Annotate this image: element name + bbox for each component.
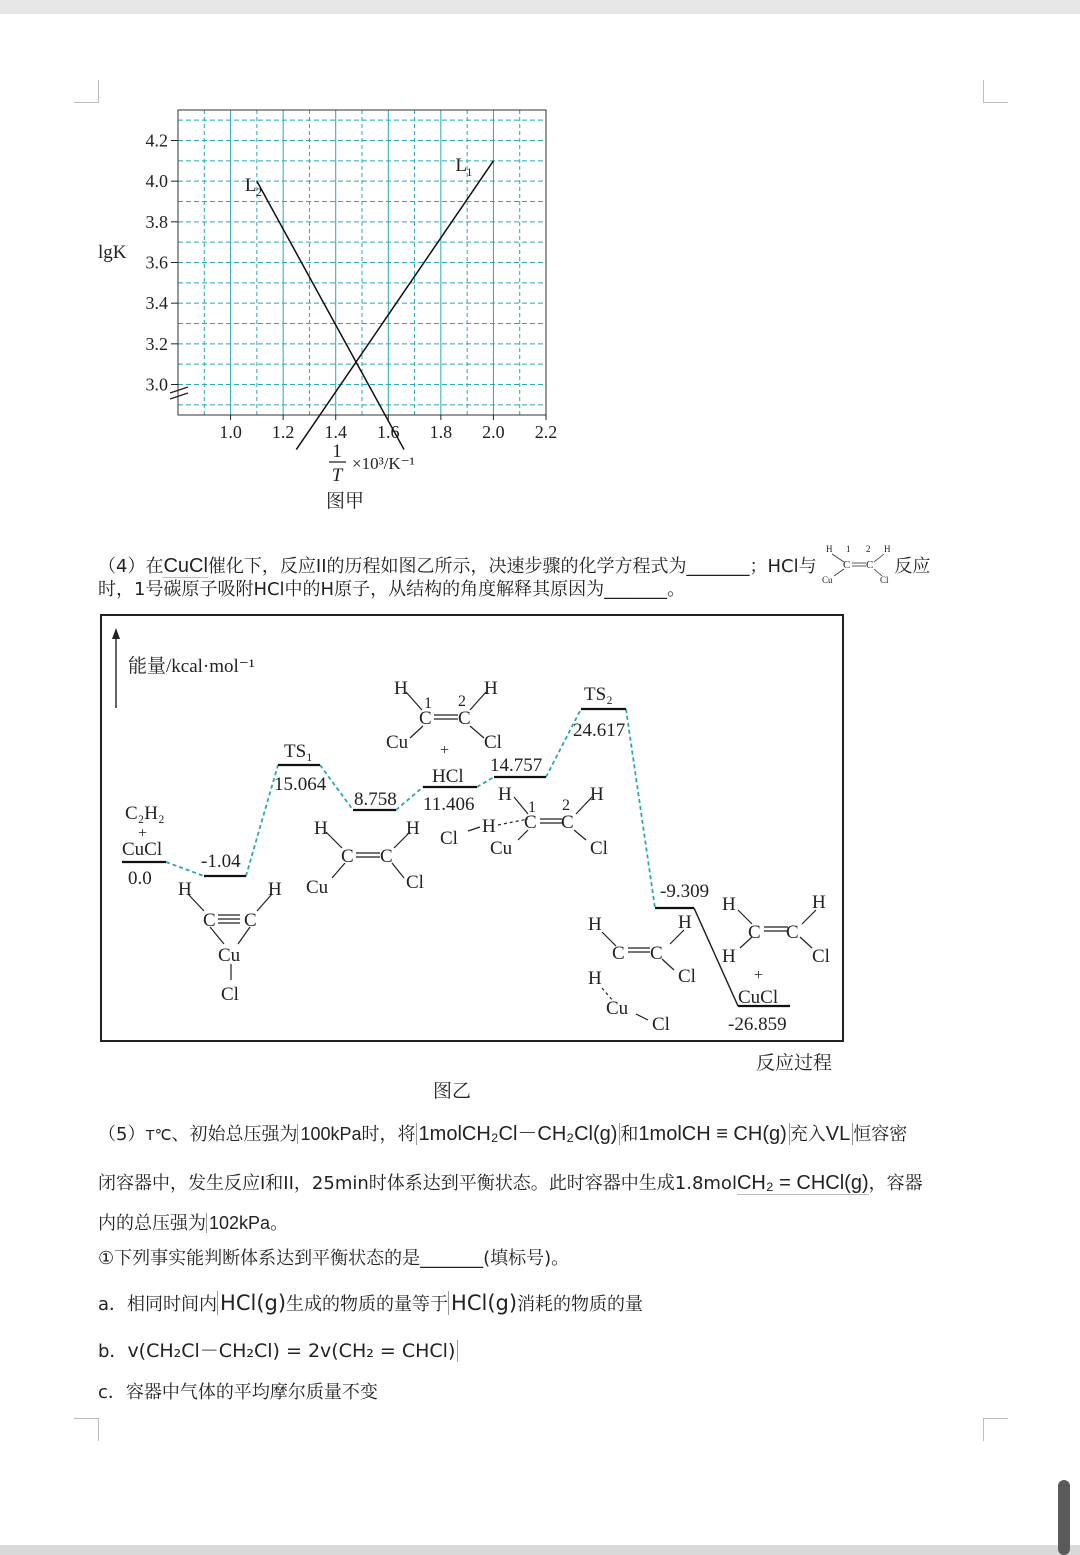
axis-break-mark bbox=[170, 387, 188, 399]
chart-caption: 图甲 bbox=[325, 491, 365, 512]
q5-line1: （5）T℃、初始总压强为 100kPa时，将 1molCH₂Cl－CH₂Cl(g) 和1molCH ≡ CH(g) 充入VL 恒容密 bbox=[98, 1123, 908, 1145]
svg-text:H: H bbox=[394, 678, 408, 699]
int1-value: -1.04 bbox=[201, 851, 241, 872]
y-ticks bbox=[146, 131, 179, 395]
series-label-sub-l1: 1 bbox=[466, 164, 473, 179]
q5-question-intro: ①下列事实能判断体系达到平衡状态的是_______(填标号)。 bbox=[98, 1248, 570, 1269]
svg-text:Cu: Cu bbox=[218, 945, 241, 966]
svg-text:H: H bbox=[178, 879, 192, 900]
x-ticks bbox=[219, 415, 557, 442]
x-process-label: 反应过程 bbox=[756, 1053, 833, 1074]
svg-text:H: H bbox=[314, 818, 328, 839]
svg-text:Cu: Cu bbox=[306, 877, 329, 898]
svg-text:C: C bbox=[612, 943, 625, 964]
svg-text:2: 2 bbox=[866, 544, 871, 554]
int4-value: 14.757 bbox=[490, 755, 543, 776]
end-species: CuCl bbox=[738, 987, 779, 1008]
x-tick-label: 2.2 bbox=[534, 422, 558, 442]
lgk-chart bbox=[90, 100, 590, 520]
q4-text-b: 催化下，反应II的历程如图乙所示，决速步骤的化学方程式为_______；HCl与 bbox=[207, 556, 817, 577]
crop-mark-bottom-right bbox=[983, 1418, 1008, 1441]
series-line-l1 bbox=[296, 161, 493, 450]
svg-text:Cl: Cl bbox=[812, 946, 830, 967]
svg-text:2: 2 bbox=[562, 797, 570, 814]
start-species-1: C₂H₂ bbox=[125, 803, 165, 824]
series-label-l2: L bbox=[244, 175, 257, 197]
scrollbar-thumb[interactable] bbox=[1058, 1480, 1070, 1555]
svg-text:+: + bbox=[440, 742, 450, 759]
option-b: b．v(CH₂Cl－CH₂Cl) = 2v(CH₂ = CHCl) bbox=[98, 1336, 458, 1363]
svg-text:H: H bbox=[484, 678, 498, 699]
start-value: 0.0 bbox=[128, 868, 152, 889]
end-value: -26.859 bbox=[728, 1014, 787, 1035]
y-axis-label: lgK bbox=[98, 242, 127, 263]
svg-text:H: H bbox=[268, 879, 282, 900]
svg-text:C: C bbox=[786, 922, 799, 943]
svg-text:C: C bbox=[380, 846, 393, 867]
y-tick-label: 3.6 bbox=[145, 252, 168, 273]
int3-label: HCl bbox=[432, 766, 464, 787]
svg-text:H: H bbox=[406, 818, 420, 839]
ts1-label: TS₁ bbox=[284, 741, 313, 762]
ts2-value: 24.617 bbox=[573, 720, 626, 741]
ts2-label: TS₂ bbox=[584, 684, 613, 705]
series-label-sub-l2: 2 bbox=[255, 185, 262, 200]
q4-text-c: 反应 bbox=[894, 556, 931, 577]
svg-text:H: H bbox=[722, 946, 736, 967]
x-tick-label: 1.6 bbox=[377, 422, 400, 442]
q4-text-a: （4）在 bbox=[98, 556, 164, 577]
svg-text:1: 1 bbox=[846, 544, 851, 554]
svg-text:C: C bbox=[866, 559, 874, 571]
x-axis-label-numerator: 1 bbox=[332, 441, 342, 462]
energy-diagram-caption: 图乙 bbox=[433, 1081, 472, 1102]
svg-text:1: 1 bbox=[528, 799, 536, 816]
svg-text:Cu: Cu bbox=[490, 838, 513, 859]
svg-text:Cl: Cl bbox=[590, 838, 608, 859]
int2-value: 8.758 bbox=[354, 789, 397, 810]
y-tick-label: 4.0 bbox=[145, 171, 168, 192]
y-tick-label: 3.0 bbox=[145, 374, 168, 395]
svg-text:Cl: Cl bbox=[484, 732, 502, 753]
svg-text:H: H bbox=[678, 912, 692, 933]
svg-text:1: 1 bbox=[424, 695, 432, 712]
svg-text:Cl: Cl bbox=[678, 966, 696, 987]
diagram-frame bbox=[101, 615, 843, 1041]
energy-axis-label: 能量/kcal·mol⁻¹ bbox=[128, 656, 255, 677]
svg-text:H: H bbox=[722, 894, 736, 915]
svg-text:C: C bbox=[561, 812, 574, 833]
int3-value: 11.406 bbox=[423, 794, 475, 815]
ts1-value: 15.064 bbox=[274, 774, 327, 795]
svg-text:H: H bbox=[590, 784, 604, 805]
structure-atoms bbox=[178, 678, 830, 1035]
q4-cucl: CuCl bbox=[163, 555, 208, 577]
svg-text:H: H bbox=[884, 544, 891, 554]
svg-text:C: C bbox=[458, 708, 471, 729]
y-tick-label: 3.4 bbox=[145, 293, 168, 314]
svg-text:H: H bbox=[812, 892, 826, 913]
series-label-l1: L bbox=[455, 154, 468, 176]
svg-text:Cu: Cu bbox=[822, 575, 833, 585]
y-tick-label: 3.2 bbox=[145, 333, 168, 354]
svg-text:C: C bbox=[203, 910, 216, 931]
x-axis-label-denominator: T bbox=[331, 465, 343, 486]
svg-text:Cl: Cl bbox=[221, 984, 239, 1005]
struct-int1 bbox=[188, 894, 272, 980]
struct-int2 bbox=[326, 832, 410, 878]
svg-text:+: + bbox=[754, 967, 764, 984]
x-tick-label: 2.0 bbox=[482, 422, 505, 442]
svg-text:C: C bbox=[748, 922, 761, 943]
crop-mark-bottom-left bbox=[74, 1418, 99, 1441]
y-tick-label: 3.8 bbox=[145, 211, 168, 232]
svg-text:Cl: Cl bbox=[406, 872, 424, 893]
chart-series bbox=[245, 155, 494, 450]
svg-text:Cu: Cu bbox=[606, 998, 629, 1019]
q5-line3: 内的总压强为 102kPa。 bbox=[98, 1213, 289, 1234]
x-tick-label: 1.2 bbox=[271, 422, 295, 442]
svg-text:H: H bbox=[498, 784, 512, 805]
svg-text:C: C bbox=[524, 812, 537, 833]
svg-text:C: C bbox=[341, 846, 354, 867]
x-axis-label-unit: ×10³/K⁻¹ bbox=[352, 454, 415, 473]
option-c: c．容器中气体的平均摩尔质量不变 bbox=[98, 1382, 378, 1403]
q4-line2: 时，1号碳原子吸附HCl中的H原子，从结构的角度解释其原因为_______。 bbox=[98, 579, 686, 600]
y-tick-label: 4.2 bbox=[145, 130, 168, 151]
svg-text:Cl: Cl bbox=[652, 1014, 670, 1035]
chart-grid bbox=[178, 110, 546, 415]
svg-text:C: C bbox=[843, 559, 851, 571]
q5-line2: 闭容器中，发生反应I和II，25min时体系达到平衡状态。此时容器中生成1.8molCH₂ = CHCl(g)，容器 bbox=[98, 1172, 923, 1194]
svg-text:H: H bbox=[588, 968, 602, 989]
x-tick-label: 1.4 bbox=[324, 422, 347, 442]
int5-value: -9.309 bbox=[660, 881, 710, 902]
crop-mark-top-right bbox=[983, 80, 1008, 103]
svg-text:C: C bbox=[244, 910, 257, 931]
svg-text:H: H bbox=[826, 544, 833, 554]
struct-int3 bbox=[406, 692, 486, 738]
svg-text:H: H bbox=[588, 914, 602, 935]
svg-text:Cl: Cl bbox=[440, 828, 458, 849]
x-tick-label: 1.0 bbox=[219, 422, 242, 442]
svg-text:Cu: Cu bbox=[386, 732, 409, 753]
energy-diagram bbox=[100, 614, 846, 1044]
x-tick-label: 1.8 bbox=[429, 422, 453, 442]
svg-text:C: C bbox=[650, 943, 663, 964]
start-species-3: CuCl bbox=[122, 839, 163, 860]
svg-text:C: C bbox=[419, 708, 432, 729]
option-a: a．相同时间内 HCl(g)生成的物质的量等于 HCl(g)消耗的物质的量 bbox=[98, 1291, 644, 1315]
start-species-2: + bbox=[138, 825, 148, 842]
bottom-bar bbox=[0, 1545, 1080, 1555]
svg-text:Cl: Cl bbox=[880, 575, 889, 585]
top-bar bbox=[0, 0, 1080, 14]
svg-text:2: 2 bbox=[458, 693, 466, 710]
svg-text:H: H bbox=[482, 816, 496, 837]
